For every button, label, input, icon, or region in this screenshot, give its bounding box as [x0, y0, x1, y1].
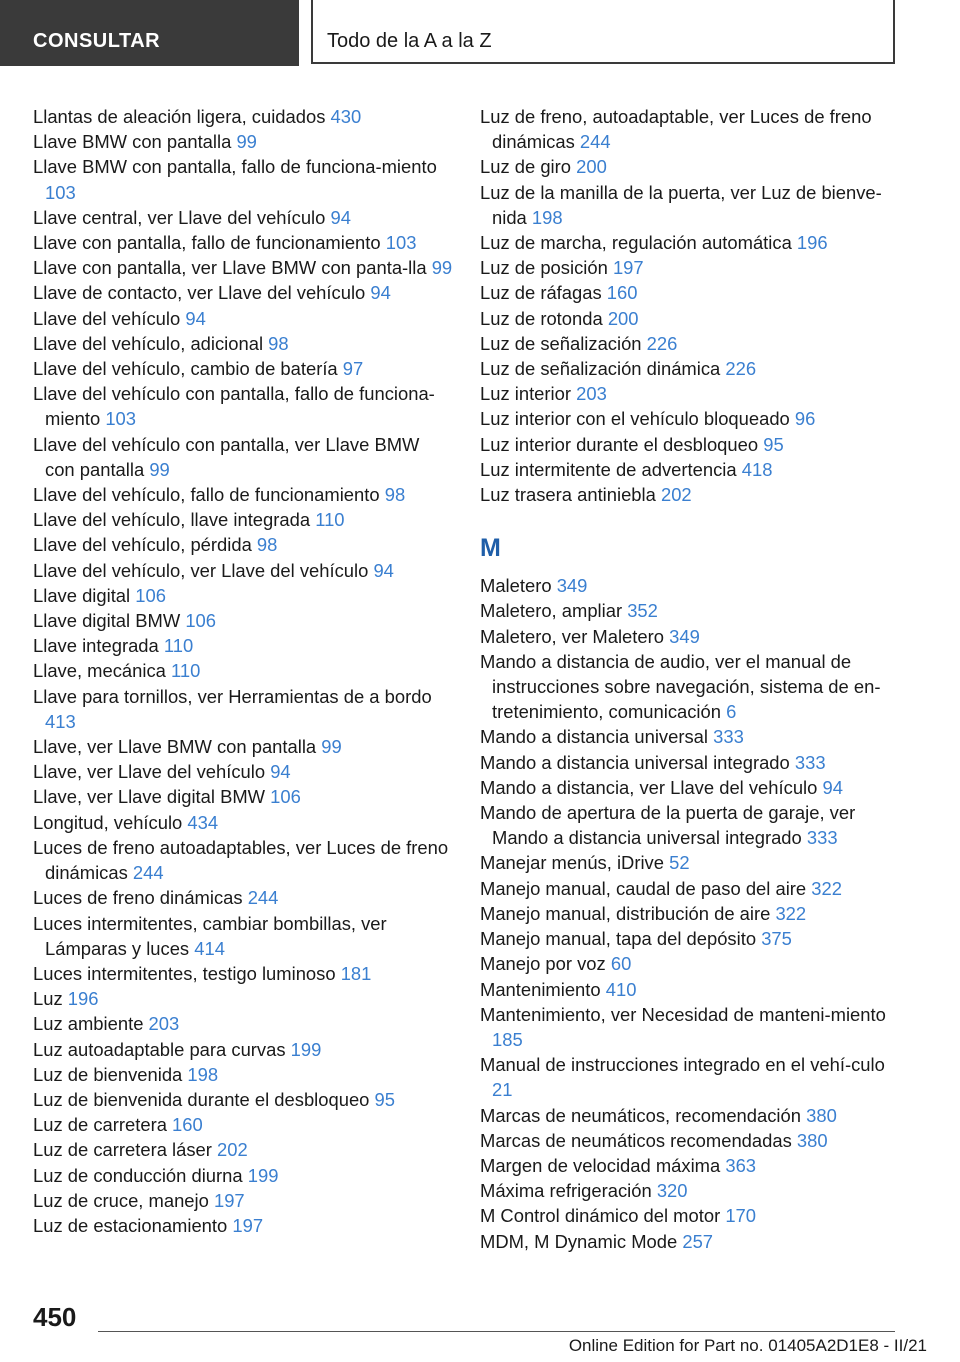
entry-term: Manual de instrucciones integrado en el vehí-culo — [480, 1054, 885, 1076]
index-entry — [33, 154, 453, 204]
index-entry — [33, 306, 453, 331]
page-link[interactable]: 181 — [340, 962, 372, 984]
page-link[interactable]: 99 — [431, 257, 453, 279]
page-link[interactable]: 52 — [669, 852, 690, 874]
index-entry — [33, 810, 453, 835]
page-link[interactable]: 110 — [315, 509, 345, 531]
page-link[interactable]: 430 — [330, 106, 362, 127]
index-entry — [33, 1112, 453, 1137]
index-entry — [480, 1052, 910, 1102]
index-entry — [480, 406, 910, 431]
index-entry — [33, 1213, 453, 1238]
entry-term: Llave del vehículo, adicional — [33, 332, 264, 354]
page-link[interactable]: 106 — [270, 786, 301, 808]
page-link[interactable]: 320 — [656, 1180, 688, 1202]
entry-term: Mando a distancia de audio, ver el manual de instrucciones sobre navegación, sistema de en-tretenimiento, comunicación — [480, 650, 881, 723]
entry-term: Manejo manual, caudal de paso del aire — [480, 877, 807, 899]
index-entry — [33, 911, 453, 961]
index-entry — [480, 230, 910, 255]
page-link[interactable]: 21 — [492, 1079, 513, 1101]
index-entry — [33, 356, 453, 381]
entry-term: Llave de contacto, ver Llave del vehículo — [33, 282, 366, 304]
index-entry — [33, 583, 453, 608]
page-link[interactable]: 103 — [385, 232, 417, 254]
page-link[interactable]: 199 — [247, 1164, 279, 1186]
page-link[interactable]: 185 — [492, 1028, 523, 1050]
entry-term: Llave, ver Llave del vehículo — [33, 761, 266, 783]
index-entry — [480, 280, 910, 305]
footer-edition: Online Edition for Part no. 01405A2D1E8 - II/21 — [568, 1336, 927, 1355]
page-link[interactable]: 244 — [247, 887, 279, 909]
page-link[interactable]: 414 — [194, 937, 225, 959]
page-link[interactable]: 103 — [45, 181, 76, 203]
index-entry — [480, 775, 910, 800]
entry-term: Luz de carretera láser — [33, 1139, 212, 1161]
entry-term: Llave con pantalla, ver Llave BMW con panta-lla — [33, 257, 427, 279]
index-entry — [33, 734, 453, 759]
page-link[interactable]: 322 — [811, 877, 842, 899]
entry-term: Máxima refrigeración — [480, 1180, 652, 1202]
entry-term: Luz de ráfagas — [480, 282, 602, 304]
index-column-left — [33, 104, 453, 1238]
index-entry — [33, 255, 453, 280]
page-link[interactable]: 98 — [256, 534, 278, 556]
entry-term: Luces de freno autoadaptables, ver Luces de freno dinámicas — [33, 836, 449, 884]
entry-term: Luz de bienvenida — [33, 1063, 183, 1085]
page-link[interactable]: 94 — [185, 307, 206, 329]
entry-term: Llantas de aleación ligera, cuidados — [33, 106, 326, 127]
index-entry — [480, 482, 910, 507]
page-link[interactable]: 110 — [163, 635, 194, 657]
page-link[interactable]: 6 — [726, 701, 737, 723]
entry-term: Luz de giro — [480, 156, 571, 178]
entry-term: Luz de la manilla de la puerta, ver Luz de bienve-nida — [480, 181, 882, 228]
page-link[interactable]: 226 — [725, 358, 757, 380]
entry-term: Luz de cruce, manejo — [33, 1189, 209, 1211]
entry-term: Luz de bienvenida durante el desbloqueo — [33, 1088, 370, 1110]
page-link[interactable]: 197 — [232, 1214, 264, 1236]
entry-term: Manejo manual, distribución de aire — [480, 902, 771, 924]
page-link[interactable]: 96 — [794, 408, 816, 430]
entry-term: Luz interior durante el desbloqueo — [480, 433, 759, 455]
entry-term: M Control dinámico del motor — [480, 1205, 721, 1227]
index-entry — [480, 800, 910, 850]
entry-term: Llave, ver Llave BMW con pantalla — [33, 736, 317, 758]
entry-term: Luz de señalización dinámica — [480, 358, 721, 380]
index-entry — [480, 598, 910, 623]
page-link[interactable]: 197 — [213, 1189, 245, 1211]
page-link[interactable]: 99 — [236, 131, 257, 153]
index-entry — [33, 432, 453, 482]
index-entry — [480, 926, 910, 951]
page-link[interactable]: 333 — [713, 726, 744, 748]
index-entry — [480, 901, 910, 926]
index-entry — [33, 986, 453, 1011]
index-entry — [480, 1002, 910, 1052]
index-entry — [480, 104, 910, 154]
index-entry — [480, 457, 910, 482]
entry-term: Llave del vehículo con pantalla, fallo de funciona-miento — [33, 383, 435, 430]
entry-term: Llave del vehículo con pantalla, ver Llave BMW con pantalla — [33, 433, 420, 480]
page-link[interactable]: 322 — [775, 902, 807, 924]
index-entry — [33, 205, 453, 230]
header-title: Todo de la A a la Z — [311, 0, 895, 64]
entry-term: Llave BMW con pantalla, fallo de funciona-miento — [33, 156, 437, 178]
page-link[interactable]: 226 — [646, 332, 678, 354]
index-entry — [33, 532, 453, 557]
index-entry — [480, 1153, 910, 1178]
page-link[interactable]: 160 — [172, 1114, 203, 1136]
index-entry — [33, 507, 453, 532]
index-entry — [33, 1087, 453, 1112]
index-entry — [480, 624, 910, 649]
index-group-m — [480, 573, 910, 1253]
index-entry — [33, 558, 453, 583]
entry-term: Llave con pantalla, fallo de funcionamiento — [33, 232, 381, 254]
entry-term: Luces intermitentes, cambiar bombillas, ver Lámparas y luces — [33, 912, 387, 959]
index-entry — [480, 750, 910, 775]
entry-term: Luces intermitentes, testigo luminoso — [33, 962, 336, 984]
entry-term: Mando a distancia universal integrado — [480, 751, 790, 773]
index-entry — [33, 658, 453, 683]
entry-term: Llave del vehículo — [33, 307, 181, 329]
entry-term: MDM, M Dynamic Mode — [480, 1230, 678, 1252]
entry-term: Llave, mecánica — [33, 660, 166, 682]
page-link[interactable]: 413 — [45, 710, 76, 732]
page-link[interactable]: 106 — [185, 610, 216, 632]
index-entry — [33, 784, 453, 809]
page-link[interactable]: 349 — [556, 575, 588, 597]
index-entry — [480, 850, 910, 875]
entry-term: Luz ambiente — [33, 1013, 144, 1035]
entry-term: Maletero, ver Maletero — [480, 625, 664, 647]
index-entry — [480, 573, 910, 598]
entry-term: Margen de velocidad máxima — [480, 1154, 721, 1176]
index-entry — [480, 180, 910, 230]
index-entry — [480, 876, 910, 901]
entry-term: Mando a distancia universal — [480, 726, 708, 748]
page-link[interactable]: 363 — [725, 1154, 757, 1176]
index-entry — [33, 230, 453, 255]
entry-term: Luz de conducción diurna — [33, 1164, 243, 1186]
entry-term: Llave digital BMW — [33, 610, 181, 632]
entry-term: Luz interior con el vehículo bloqueado — [480, 408, 790, 430]
entry-term: Luz de señalización — [480, 332, 642, 354]
index-entry — [33, 1163, 453, 1188]
entry-term: Llave del vehículo, ver Llave del vehículo — [33, 559, 369, 581]
page-link[interactable]: 106 — [135, 584, 166, 606]
page-link[interactable]: 202 — [660, 484, 692, 506]
page-link[interactable]: 170 — [725, 1205, 757, 1227]
page-link[interactable]: 198 — [531, 206, 563, 228]
index-column-right — [480, 104, 910, 1254]
page-link[interactable]: 94 — [373, 559, 394, 581]
index-entry — [33, 1011, 453, 1036]
entry-term: Llave integrada — [33, 635, 159, 657]
footer-divider — [98, 1331, 895, 1332]
entry-term: Maletero — [480, 575, 552, 597]
index-entry — [33, 129, 453, 154]
page-link[interactable]: 98 — [268, 332, 289, 354]
index-entry — [480, 432, 910, 457]
entry-term: Mando de apertura de la puerta de garaje, ver Mando a distancia universal integrado — [480, 802, 856, 849]
page-link[interactable]: 410 — [605, 978, 637, 1000]
entry-term: Llave BMW con pantalla — [33, 131, 232, 153]
index-entry — [480, 356, 910, 381]
entry-term: Llave, ver Llave digital BMW — [33, 786, 266, 808]
page-link[interactable]: 202 — [217, 1139, 248, 1161]
entry-term: Manejo por voz — [480, 953, 606, 975]
page-link[interactable]: 200 — [607, 307, 639, 329]
entry-term: Llave del vehículo, cambio de batería — [33, 358, 338, 380]
index-entry — [33, 684, 453, 734]
page-link[interactable]: 99 — [149, 458, 170, 480]
entry-term: Luz interior — [480, 383, 571, 405]
page-link[interactable]: 200 — [576, 156, 607, 178]
index-entry — [33, 835, 453, 885]
index-entry — [480, 951, 910, 976]
page-link[interactable]: 95 — [374, 1088, 396, 1110]
index-entry — [480, 724, 910, 749]
page-link[interactable]: 257 — [682, 1230, 714, 1252]
page-link[interactable]: 94 — [370, 282, 391, 304]
page-link[interactable]: 98 — [384, 484, 406, 506]
index-entry — [480, 331, 910, 356]
entry-term: Mando a distancia, ver Llave del vehículo — [480, 776, 818, 798]
entry-term: Llave del vehículo, llave integrada — [33, 509, 311, 531]
entry-term: Llave del vehículo, pérdida — [33, 534, 252, 556]
index-entry — [480, 306, 910, 331]
index-entry — [33, 961, 453, 986]
entry-term: Luz trasera antiniebla — [480, 484, 656, 506]
page-link[interactable]: 95 — [763, 433, 784, 455]
entry-term: Marcas de neumáticos recomendadas — [480, 1129, 792, 1151]
entry-term: Luces de freno dinámicas — [33, 887, 243, 909]
index-entry — [480, 1128, 910, 1153]
index-entry — [33, 1188, 453, 1213]
index-entry — [480, 1178, 910, 1203]
page-link[interactable]: 199 — [290, 1038, 322, 1060]
page-header — [0, 0, 960, 66]
entry-term: Luz de estacionamiento — [33, 1214, 228, 1236]
page-link[interactable]: 203 — [576, 383, 607, 405]
index-entry — [480, 381, 910, 406]
index-entry — [33, 280, 453, 305]
page-link[interactable]: 349 — [669, 625, 700, 647]
index-entry — [33, 331, 453, 356]
page-link[interactable]: 333 — [806, 827, 838, 849]
index-entry — [480, 1229, 910, 1254]
page-link[interactable]: 380 — [796, 1129, 828, 1151]
page-link[interactable]: 196 — [67, 988, 99, 1010]
page-link[interactable]: 418 — [741, 458, 773, 480]
entry-term: Luz de posición — [480, 257, 608, 279]
entry-term: Luz — [33, 988, 63, 1010]
page-link[interactable]: 94 — [822, 776, 843, 798]
index-entry — [33, 1137, 453, 1162]
page-link[interactable]: 103 — [105, 408, 137, 430]
section-letter-m: M — [480, 534, 501, 563]
index-entry — [480, 649, 910, 725]
entry-term: Llave del vehículo, fallo de funcionamiento — [33, 484, 380, 506]
index-group-l — [480, 104, 910, 507]
entry-term: Llave digital — [33, 584, 131, 606]
section-tab: CONSULTAR — [0, 0, 299, 66]
entry-term: Luz intermitente de advertencia — [480, 458, 737, 480]
entry-term: Luz de carretera — [33, 1114, 167, 1136]
entry-term: Marcas de neumáticos, recomendación — [480, 1104, 801, 1126]
page-number: 450 — [33, 1302, 77, 1332]
page-link[interactable]: 380 — [806, 1104, 837, 1126]
entry-term: Maletero, ampliar — [480, 600, 623, 622]
entry-term: Mantenimiento, ver Necesidad de manteni-miento — [480, 1003, 886, 1025]
page-link[interactable]: 160 — [606, 282, 638, 304]
entry-term: Manejar menús, iDrive — [480, 852, 664, 874]
entry-term: Luz de rotonda — [480, 307, 603, 329]
index-entry — [33, 482, 453, 507]
page-link[interactable]: 375 — [761, 928, 792, 950]
page-link[interactable]: 60 — [610, 953, 632, 975]
entry-term: Longitud, vehículo — [33, 811, 183, 833]
index-entry — [480, 1203, 910, 1228]
page-link[interactable]: 352 — [627, 600, 658, 622]
index-entry — [33, 608, 453, 633]
page-link[interactable]: 203 — [148, 1013, 180, 1035]
index-entry — [33, 1037, 453, 1062]
entry-term: Manejo manual, tapa del depósito — [480, 928, 757, 950]
page-link[interactable]: 94 — [270, 761, 291, 783]
index-entry — [33, 1062, 453, 1087]
index-entry — [480, 154, 910, 179]
entry-term: Luz autoadaptable para curvas — [33, 1038, 286, 1060]
page-link[interactable]: 198 — [187, 1063, 219, 1085]
page-link[interactable]: 99 — [321, 736, 342, 758]
page-link[interactable]: 97 — [342, 358, 364, 380]
index-entry — [480, 977, 910, 1002]
index-entry — [33, 381, 453, 431]
entry-term: Llave central, ver Llave del vehículo — [33, 206, 326, 228]
page-link[interactable]: 94 — [330, 206, 351, 228]
index-entry — [33, 104, 453, 129]
index-entry — [33, 633, 453, 658]
entry-term: Llave para tornillos, ver Herramientas de a bordo — [33, 685, 432, 707]
page-link[interactable]: 434 — [187, 811, 219, 833]
entry-term: Luz de marcha, regulación automática — [480, 232, 792, 254]
page-link[interactable]: 333 — [794, 751, 826, 773]
page-link[interactable]: 110 — [171, 660, 201, 682]
index-entry — [480, 1103, 910, 1128]
page-link[interactable]: 244 — [132, 862, 164, 884]
index-entry — [480, 255, 910, 280]
entry-term: Mantenimiento — [480, 978, 601, 1000]
index-entry — [33, 885, 453, 910]
page-link[interactable]: 197 — [612, 257, 644, 279]
page-link[interactable]: 196 — [796, 232, 828, 254]
page-link[interactable]: 244 — [579, 131, 611, 153]
entry-term: Luz de freno, autoadaptable, ver Luces de freno dinámicas — [480, 106, 872, 153]
index-entry — [33, 759, 453, 784]
